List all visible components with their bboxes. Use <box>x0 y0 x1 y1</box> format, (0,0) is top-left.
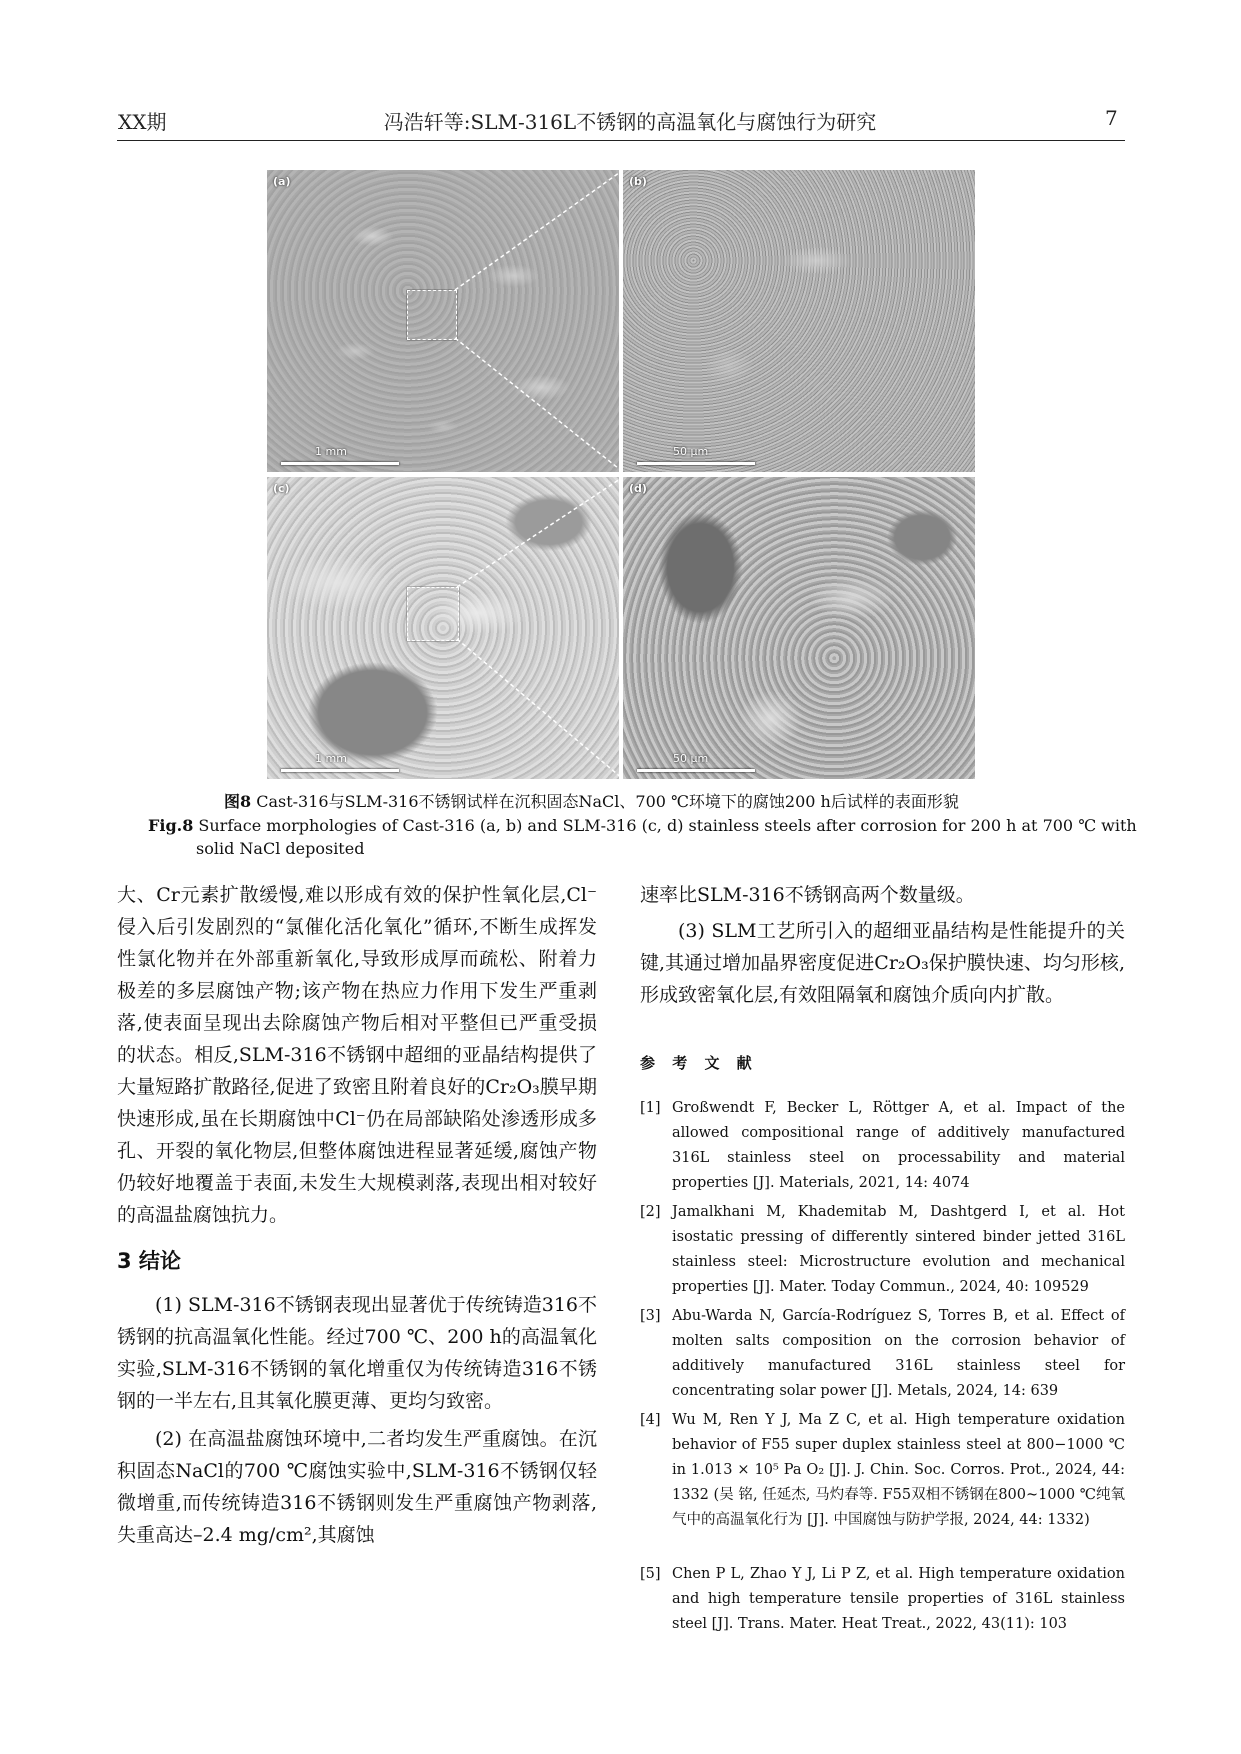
section-heading: 3 结论 <box>117 1249 181 1273</box>
scale-bar-label: 50 μm <box>673 445 709 458</box>
caption-en-label: Fig.8 <box>148 816 194 835</box>
panel-label: (c) <box>273 482 290 495</box>
conclusion-1: (1) SLM-316不锈钢表现出显著优于传统铸造316不锈钢的抗高温氧化性能。经过700 ℃、200 h的高温氧化实验,SLM-316不锈钢的氧化增重仅为传统铸造316不锈钢的一半左右,且其氧化膜更薄、更均匀致密。 <box>117 1294 597 1412</box>
journal-issue: XX期 <box>118 110 167 134</box>
body-paragraph: 速率比SLM-316不锈钢高两个数量级。 <box>640 884 975 906</box>
panel-label: (d) <box>629 482 647 495</box>
reference-number: [4] <box>640 1412 661 1428</box>
figure-caption-en <box>148 815 1138 837</box>
reference-text: Großwendt F, Becker L, Röttger A, et al. Impact of the allowed compositional range of additively manufactured 316L stainless steel on processability and material properties [J]. Materials, 2021, 14: 4074 <box>672 1100 1125 1191</box>
header-rule <box>117 140 1125 141</box>
reference-item <box>640 1408 1125 1538</box>
panel-label: (b) <box>629 175 647 188</box>
figure-caption-cn <box>224 791 1104 813</box>
zoom-connector-lines <box>267 170 975 779</box>
caption-cn-label: 图8 <box>224 792 252 811</box>
caption-en-text: Surface morphologies of Cast-316 (a, b) and SLM-316 (c, d) stainless steels after corrosion for 200 h at 700 ℃ with <box>193 816 1137 835</box>
reference-item <box>640 1096 1125 1196</box>
scale-bar-label: 1 mm <box>315 752 347 765</box>
right-column <box>640 879 1125 1011</box>
reference-item <box>640 1562 1125 1642</box>
panel-label: (a) <box>273 175 291 188</box>
reference-text: Jamalkhani M, Khademitab M, Dashtgerd I, et al. Hot isostatic pressing of differently sintered binder jetted 316L stainless steel: Microstructure evolution and mechanical properties [J]. Mater. Today Commun., 2024, 40: 109529 <box>672 1204 1125 1295</box>
references-heading: 参 考 文 献 <box>640 1054 758 1072</box>
figure-caption-en-cont: solid NaCl deposited <box>196 839 365 858</box>
reference-text: Abu-Warda N, García-Rodríguez S, Torres B, et al. Effect of molten salts composition on the corrosion behavior of additively manufactured 316L stainless steel for concentrating solar power [J]. Metals, 2024, 14: 639 <box>672 1308 1125 1399</box>
figure-8 <box>267 170 975 779</box>
reference-text: Wu M, Ren Y J, Ma Z C, et al. High temperature oxidation behavior of F55 super duplex stainless steel at 800−1000 ℃ in 1.013 × 10⁵ Pa O₂ [J]. J. Chin. Soc. Corros. Prot., 2024, 44: 1332 (吴 铭, 任延杰, 马灼春等. F55双相不锈钢在800~1000 ℃纯氧气中的高温氧化行为 [J]. 中国腐蚀与防护学报, 2024, 44: 1332) <box>672 1412 1125 1528</box>
reference-number: [5] <box>640 1566 661 1582</box>
reference-item <box>640 1304 1125 1404</box>
reference-number: [3] <box>640 1308 661 1324</box>
page-number: 7 <box>1105 106 1118 130</box>
body-paragraph: 大、Cr元素扩散缓慢,难以形成有效的保护性氧化层,Cl⁻侵入后引发剧烈的“氯催化活化氧化”循环,不断生成挥发性氯化物并在外部重新氧化,导致形成厚而疏松、附着力极差的多层腐蚀产物;该产物在热应力作用下发生严重剥落,使表面呈现出去除腐蚀产物后相对平整但已严重受损的状态。相反,SLM-316不锈钢中超细的亚晶结构提供了大量短路扩散路径,促进了致密且附着良好的Cr₂O₃膜早期快速形成,虽在长期腐蚀中Cl⁻仍在局部缺陷处渗透形成多孔、开裂的氧化物层,但整体腐蚀进程显著延缓,腐蚀产物仍较好地覆盖于表面,未发生大规模剥落,表现出相对较好的高温盐腐蚀抗力。 <box>117 884 597 1226</box>
reference-number: [1] <box>640 1100 661 1116</box>
reference-item <box>640 1200 1125 1300</box>
scale-bar-label: 1 mm <box>315 445 347 458</box>
caption-cn-text: Cast-316与SLM-316不锈钢试样在沉积固态NaCl、700 ℃环境下的腐蚀200 h后试样的表面形貌 <box>251 792 959 811</box>
conclusion-2: (2) 在高温盐腐蚀环境中,二者均发生严重腐蚀。在沉积固态NaCl的700 ℃腐蚀实验中,SLM-316不锈钢仅轻微增重,而传统铸造316不锈钢则发生严重腐蚀产物剥落,失重高达–2.4 mg/cm²,其腐蚀 <box>117 1428 597 1546</box>
running-title: 冯浩轩等:SLM-316L不锈钢的高温氧化与腐蚀行为研究 <box>383 110 877 134</box>
reference-number: [2] <box>640 1204 661 1220</box>
left-column <box>117 879 597 1551</box>
scale-bar-label: 50 μm <box>673 752 709 765</box>
reference-text: Chen P L, Zhao Y J, Li P Z, et al. High temperature oxidation and high temperature tensile properties of 316L stainless steel [J]. Trans. Mater. Heat Treat., 2022, 43(11): 103 <box>672 1566 1125 1632</box>
conclusion-3: (3) SLM工艺所引入的超细亚晶结构是性能提升的关键,其通过增加晶界密度促进Cr₂O₃保护膜快速、均匀形核,形成致密氧化层,有效阻隔氧和腐蚀介质向内扩散。 <box>640 920 1125 1006</box>
